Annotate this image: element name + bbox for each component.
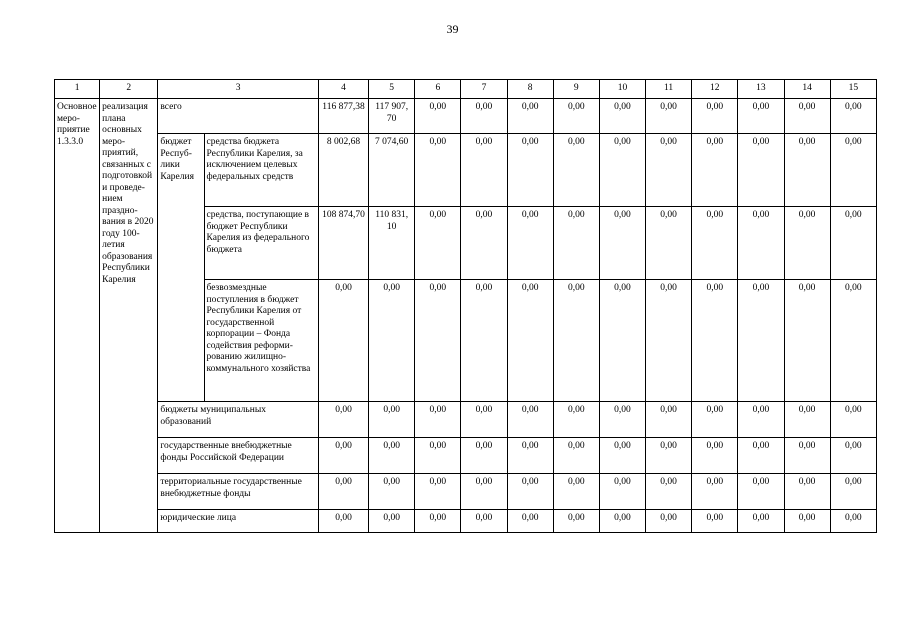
value-cell: 0,00 — [692, 134, 738, 207]
value-cell: 0,00 — [461, 402, 507, 438]
value-cell: 0,00 — [369, 402, 415, 438]
value-cell: 0,00 — [738, 474, 784, 510]
value-cell: 0,00 — [415, 99, 461, 134]
value-cell: 0,00 — [369, 474, 415, 510]
value-cell: 0,00 — [830, 280, 876, 402]
value-cell: 0,00 — [599, 402, 645, 438]
value-cell: 0,00 — [553, 438, 599, 474]
value-cell: 0,00 — [461, 99, 507, 134]
value-cell: 0,00 — [692, 99, 738, 134]
value-cell: 0,00 — [415, 474, 461, 510]
value-cell: 8 002,68 — [318, 134, 368, 207]
header-cell: 5 — [369, 80, 415, 99]
value-cell: 0,00 — [461, 438, 507, 474]
header-cell: 4 — [318, 80, 368, 99]
value-cell: 0,00 — [415, 134, 461, 207]
value-cell: 0,00 — [646, 474, 692, 510]
value-cell: 0,00 — [830, 474, 876, 510]
header-cell: 8 — [507, 80, 553, 99]
header-cell: 6 — [415, 80, 461, 99]
value-cell: 0,00 — [784, 474, 830, 510]
value-cell: 0,00 — [553, 402, 599, 438]
table-row — [55, 402, 877, 438]
value-cell: 0,00 — [830, 438, 876, 474]
value-cell: 0,00 — [692, 510, 738, 533]
value-cell: 0,00 — [318, 402, 368, 438]
value-cell: 0,00 — [599, 510, 645, 533]
value-cell: 0,00 — [692, 402, 738, 438]
table-row — [55, 438, 877, 474]
value-cell: 108 874,70 — [318, 207, 368, 280]
value-cell: 0,00 — [784, 207, 830, 280]
value-cell: 0,00 — [646, 438, 692, 474]
table-row — [55, 134, 877, 207]
value-cell: 0,00 — [553, 510, 599, 533]
value-cell: 0,00 — [738, 99, 784, 134]
value-cell: 0,00 — [318, 510, 368, 533]
republic-budget-label: бюджет Республики Карелия — [158, 134, 204, 402]
value-cell: 0,00 — [692, 474, 738, 510]
row-label: безвозмездные поступления в бюджет Республики Карелия от государственной корпорации – Фонда содействия реформированию жилищно-коммунального хозяйства — [204, 280, 318, 402]
row-label: средства, поступающие в бюджет Республики Карелия из федерального бюджета — [204, 207, 318, 280]
value-cell: 0,00 — [415, 510, 461, 533]
value-cell: 0,00 — [553, 280, 599, 402]
header-cell: 15 — [830, 80, 876, 99]
value-cell: 0,00 — [507, 438, 553, 474]
value-cell: 0,00 — [692, 207, 738, 280]
row-label: всего — [158, 99, 319, 134]
value-cell: 0,00 — [415, 207, 461, 280]
value-cell: 0,00 — [830, 510, 876, 533]
header-cell: 14 — [784, 80, 830, 99]
value-cell: 0,00 — [784, 438, 830, 474]
header-cell: 13 — [738, 80, 784, 99]
value-cell: 0,00 — [461, 510, 507, 533]
header-cell: 7 — [461, 80, 507, 99]
value-cell: 0,00 — [830, 207, 876, 280]
header-cell: 9 — [553, 80, 599, 99]
table-row — [55, 99, 877, 134]
value-cell: 0,00 — [646, 402, 692, 438]
header-row — [55, 80, 877, 99]
value-cell: 0,00 — [830, 99, 876, 134]
value-cell: 0,00 — [507, 134, 553, 207]
value-cell: 0,00 — [461, 280, 507, 402]
value-cell: 0,00 — [784, 280, 830, 402]
value-cell: 0,00 — [738, 438, 784, 474]
value-cell: 0,00 — [738, 134, 784, 207]
value-cell: 0,00 — [369, 510, 415, 533]
value-cell: 0,00 — [318, 474, 368, 510]
value-cell: 0,00 — [646, 207, 692, 280]
header-cell: 12 — [692, 80, 738, 99]
value-cell: 0,00 — [738, 402, 784, 438]
value-cell: 110 831, 10 — [369, 207, 415, 280]
value-cell: 0,00 — [415, 402, 461, 438]
value-cell: 0,00 — [553, 474, 599, 510]
funding-table — [54, 79, 877, 533]
value-cell: 0,00 — [415, 438, 461, 474]
value-cell: 0,00 — [415, 280, 461, 402]
table-row — [55, 474, 877, 510]
row-label: бюджеты муниципальных образований — [158, 402, 319, 438]
measure-name: реализация плана основных мероприятий, связанных с подготовкой и проведением празднования в 2020 году 100-летия образования Республики Карелия — [100, 99, 158, 533]
header-cell: 1 — [55, 80, 100, 99]
value-cell: 0,00 — [507, 280, 553, 402]
value-cell: 0,00 — [507, 99, 553, 134]
row-label: юридические лица — [158, 510, 319, 533]
value-cell: 0,00 — [784, 134, 830, 207]
page-number: 39 — [446, 22, 459, 36]
value-cell: 0,00 — [461, 134, 507, 207]
value-cell: 0,00 — [553, 99, 599, 134]
value-cell: 0,00 — [553, 207, 599, 280]
value-cell: 0,00 — [461, 207, 507, 280]
value-cell: 116 877,38 — [318, 99, 368, 134]
value-cell: 0,00 — [692, 280, 738, 402]
value-cell: 0,00 — [599, 280, 645, 402]
value-cell: 117 907, 70 — [369, 99, 415, 134]
value-cell: 0,00 — [738, 280, 784, 402]
value-cell: 0,00 — [507, 207, 553, 280]
row-label: территориальные государственные внебюджетные фонды — [158, 474, 319, 510]
value-cell: 0,00 — [461, 474, 507, 510]
value-cell: 0,00 — [599, 438, 645, 474]
value-cell: 0,00 — [784, 99, 830, 134]
value-cell: 0,00 — [507, 402, 553, 438]
value-cell: 0,00 — [599, 474, 645, 510]
value-cell: 0,00 — [599, 134, 645, 207]
row-label: средства бюджета Республики Карелия, за исключением целевых федеральных средств — [204, 134, 318, 207]
value-cell: 0,00 — [369, 438, 415, 474]
header-cell: 10 — [599, 80, 645, 99]
value-cell: 0,00 — [599, 99, 645, 134]
table-row — [55, 510, 877, 533]
value-cell: 0,00 — [646, 99, 692, 134]
value-cell: 0,00 — [553, 134, 599, 207]
value-cell: 0,00 — [646, 510, 692, 533]
value-cell: 0,00 — [646, 134, 692, 207]
value-cell: 0,00 — [507, 510, 553, 533]
value-cell: 0,00 — [318, 280, 368, 402]
header-cell: 3 — [158, 80, 319, 99]
value-cell: 7 074,60 — [369, 134, 415, 207]
value-cell: 0,00 — [507, 474, 553, 510]
value-cell: 0,00 — [830, 402, 876, 438]
value-cell: 0,00 — [318, 438, 368, 474]
header-cell: 2 — [100, 80, 158, 99]
value-cell: 0,00 — [738, 510, 784, 533]
value-cell: 0,00 — [599, 207, 645, 280]
value-cell: 0,00 — [830, 134, 876, 207]
value-cell: 0,00 — [692, 438, 738, 474]
value-cell: 0,00 — [784, 510, 830, 533]
value-cell: 0,00 — [784, 402, 830, 438]
value-cell: 0,00 — [369, 280, 415, 402]
row-label: государственные внебюджетные фонды Российской Федерации — [158, 438, 319, 474]
value-cell: 0,00 — [646, 280, 692, 402]
header-cell: 11 — [646, 80, 692, 99]
measure-code: Основное мероприятие 1.3.3.0 — [55, 99, 100, 533]
value-cell: 0,00 — [738, 207, 784, 280]
